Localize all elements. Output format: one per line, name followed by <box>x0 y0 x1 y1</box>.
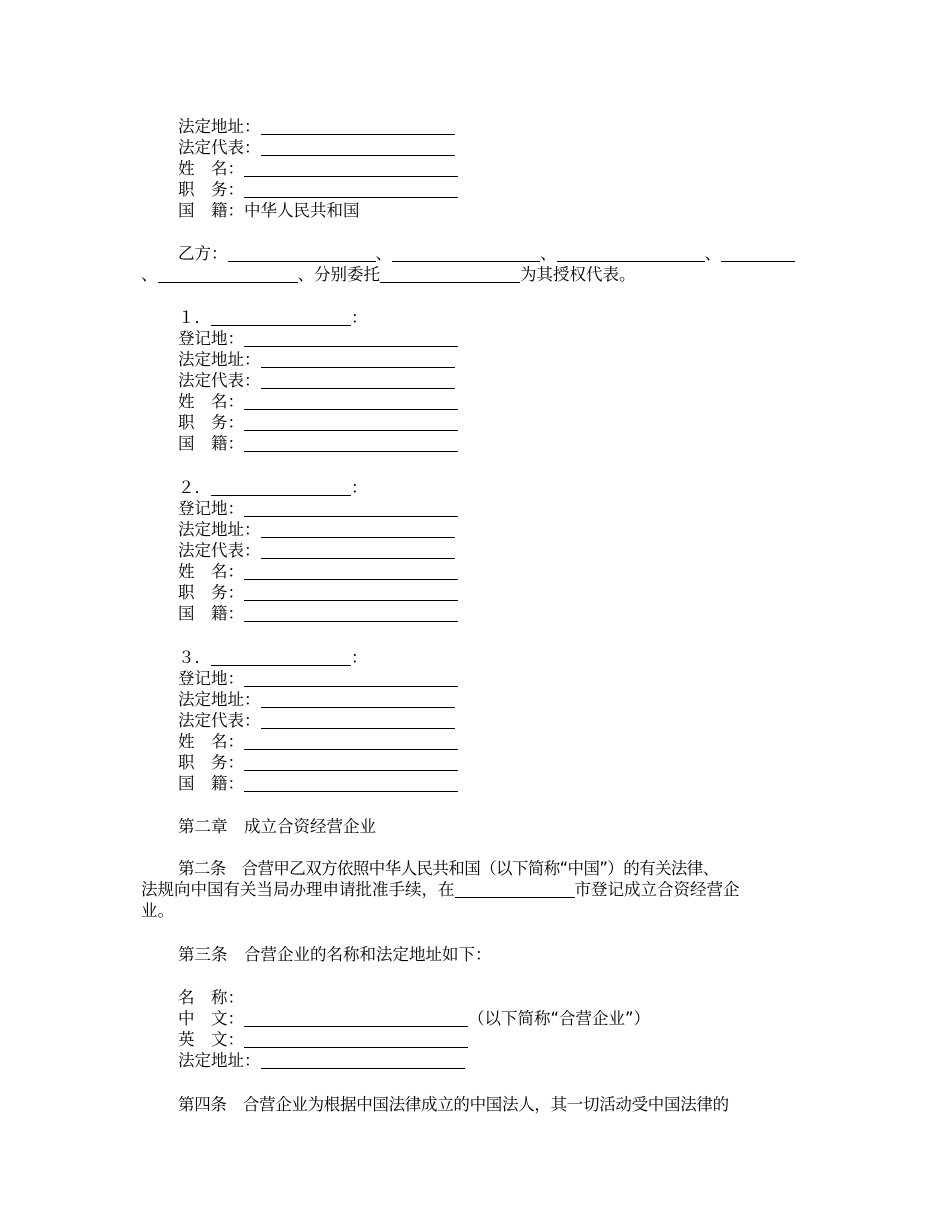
article-2-line1: 第二条 合营甲乙双方依照中华人民共和国（以下简称“中国”）的有关法律、 <box>178 859 719 878</box>
party-a-nationality <box>178 200 360 221</box>
blank-line[interactable] <box>244 563 458 580</box>
member-1-position <box>178 412 458 433</box>
blank-line[interactable] <box>455 881 575 898</box>
party-b-label: 乙方： <box>178 244 228 263</box>
legal-address-label: 法定地址： <box>178 117 261 136</box>
blank-line[interactable] <box>244 1010 468 1027</box>
member-3-heading <box>178 647 368 668</box>
entrust-text: 、分别委托 <box>297 265 380 284</box>
name-label: 姓 名： <box>178 392 244 411</box>
party-b-line1 <box>178 243 795 264</box>
blank-line[interactable] <box>244 330 458 347</box>
blank-line[interactable] <box>261 372 455 389</box>
chinese-note: （以下简称“合营企业”） <box>468 1009 651 1028</box>
representative-text: 为其授权代表。 <box>520 265 636 284</box>
party-a-legal-rep <box>178 137 455 158</box>
english-label: 英 文： <box>178 1030 244 1049</box>
blank-line[interactable] <box>261 118 455 135</box>
nationality-value: 中华人民共和国 <box>244 201 360 220</box>
party-a-legal-address <box>178 116 455 137</box>
blank-line[interactable] <box>244 1031 468 1048</box>
party-a-position <box>178 179 458 200</box>
blank-line[interactable] <box>211 649 351 666</box>
nationality-label: 国 籍： <box>178 604 244 623</box>
member-3-name <box>178 731 458 752</box>
article-4-line1: 第四条 合营企业为根据中国法律成立的中国法人，其一切活动受中国法律的 <box>178 1095 729 1114</box>
colon: ： <box>351 308 368 327</box>
member-number: １． <box>178 308 211 327</box>
article-2-line2 <box>141 879 740 900</box>
registered-at-label: 登记地： <box>178 329 244 348</box>
blank-line[interactable] <box>244 181 458 198</box>
blank-line[interactable] <box>261 1052 465 1069</box>
separator: 、 <box>540 244 557 263</box>
blank-line[interactable] <box>211 479 351 496</box>
blank-line[interactable] <box>380 266 520 283</box>
chinese-label: 中 文： <box>178 1009 244 1028</box>
blank-line[interactable] <box>244 435 458 452</box>
nationality-label: 国 籍： <box>178 774 244 793</box>
blank-line[interactable] <box>261 691 455 708</box>
member-2-name <box>178 561 458 582</box>
separator: 、 <box>704 244 721 263</box>
blank-line[interactable] <box>244 605 458 622</box>
member-1-legal-rep <box>178 370 455 391</box>
blank-line[interactable] <box>261 139 455 156</box>
member-number: ３． <box>178 648 211 667</box>
member-3-legal-address <box>178 689 455 710</box>
nationality-label: 国 籍： <box>178 201 244 220</box>
blank-line[interactable] <box>244 754 458 771</box>
member-3-legal-rep <box>178 710 455 731</box>
party-b-line2 <box>141 264 636 285</box>
member-1-name <box>178 391 458 412</box>
party-a-name <box>178 158 458 179</box>
blank-line[interactable] <box>261 351 455 368</box>
blank-line[interactable] <box>244 500 458 517</box>
position-label: 职 务： <box>178 180 244 199</box>
blank-line[interactable] <box>721 245 795 262</box>
article-2-text: 市登记成立合资经营企 <box>574 880 740 899</box>
venture-english-name <box>178 1029 468 1050</box>
blank-line[interactable] <box>261 542 455 559</box>
separator: 、 <box>141 265 158 284</box>
article-2-line3: 业。 <box>141 901 174 920</box>
colon: ： <box>351 648 368 667</box>
blank-line[interactable] <box>244 670 458 687</box>
blank-line[interactable] <box>261 712 455 729</box>
member-3-registered-at <box>178 668 458 689</box>
blank-line[interactable] <box>244 584 458 601</box>
blank-line[interactable] <box>244 393 458 410</box>
position-label: 职 务： <box>178 753 244 772</box>
separator: 、 <box>375 244 392 263</box>
name-label: 姓 名： <box>178 159 244 178</box>
legal-rep-label: 法定代表： <box>178 138 261 157</box>
blank-line[interactable] <box>261 521 455 538</box>
address-label: 法定地址： <box>178 1051 261 1070</box>
member-2-legal-rep <box>178 540 455 561</box>
blank-line[interactable] <box>392 245 540 262</box>
member-3-nationality <box>178 773 458 794</box>
registered-at-label: 登记地： <box>178 499 244 518</box>
member-1-legal-address <box>178 349 455 370</box>
blank-line[interactable] <box>244 414 458 431</box>
article-2-text: 法规向中国有关当局办理申请批准手续，在 <box>141 880 455 899</box>
venture-legal-address <box>178 1050 465 1071</box>
name-label: 姓 名： <box>178 562 244 581</box>
member-2-nationality <box>178 603 458 624</box>
member-1-registered-at <box>178 328 458 349</box>
legal-address-label: 法定地址： <box>178 350 261 369</box>
legal-address-label: 法定地址： <box>178 690 261 709</box>
blank-line[interactable] <box>158 266 298 283</box>
venture-chinese-name <box>178 1008 650 1029</box>
member-1-nationality <box>178 433 458 454</box>
registered-at-label: 登记地： <box>178 669 244 688</box>
legal-rep-label: 法定代表： <box>178 371 261 390</box>
chapter-2-title: 第二章 成立合资经营企业 <box>178 817 376 836</box>
blank-line[interactable] <box>244 160 458 177</box>
blank-line[interactable] <box>557 245 705 262</box>
blank-line[interactable] <box>244 775 458 792</box>
member-1-heading <box>178 307 368 328</box>
article-3-heading: 第三条 合营企业的名称和法定地址如下： <box>178 945 492 964</box>
nationality-label: 国 籍： <box>178 434 244 453</box>
legal-rep-label: 法定代表： <box>178 711 261 730</box>
position-label: 职 务： <box>178 413 244 432</box>
legal-rep-label: 法定代表： <box>178 541 261 560</box>
name-label: 姓 名： <box>178 732 244 751</box>
member-3-position <box>178 752 458 773</box>
blank-line[interactable] <box>244 733 458 750</box>
member-2-registered-at <box>178 498 458 519</box>
blank-line[interactable] <box>228 245 376 262</box>
colon: ： <box>351 478 368 497</box>
member-2-heading <box>178 477 368 498</box>
venture-name-label: 名 称： <box>178 988 244 1007</box>
position-label: 职 务： <box>178 583 244 602</box>
member-number: ２． <box>178 478 211 497</box>
blank-line[interactable] <box>211 309 351 326</box>
legal-address-label: 法定地址： <box>178 520 261 539</box>
member-2-legal-address <box>178 519 455 540</box>
member-2-position <box>178 582 458 603</box>
